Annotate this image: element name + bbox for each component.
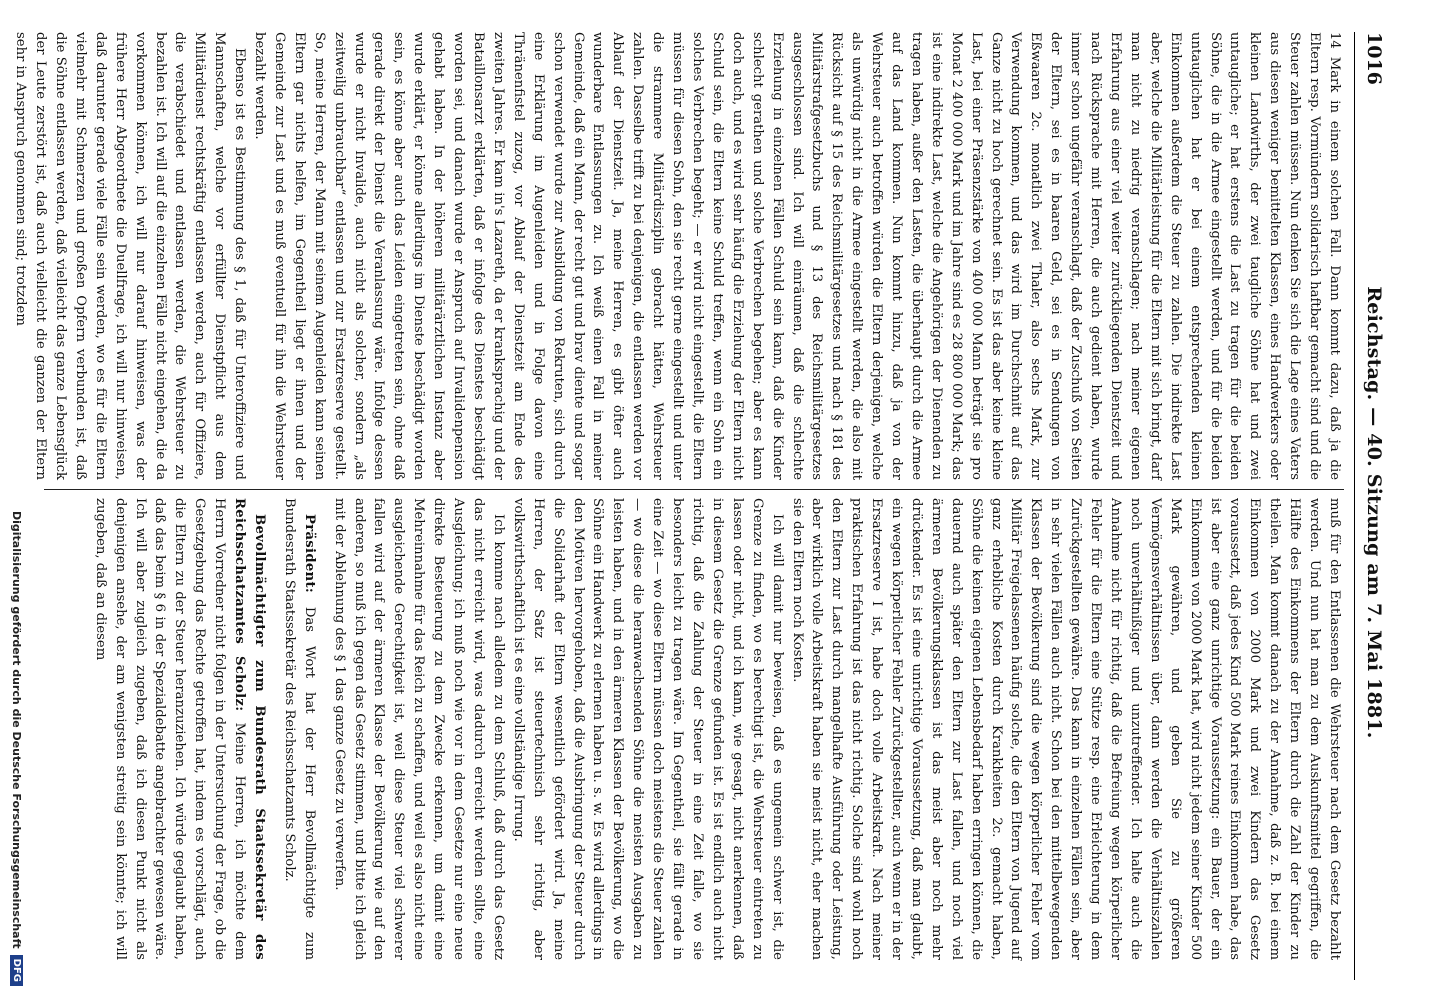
paragraph: Ich will damit nur beweisen, daß es ungemein schwer ist, die Grenze zu finden, wo es berechtigt ist, die Wehrsteuer eintreten zu lassen oder nicht, und ich kann, wie gesagt, nicht anerkennen, daß in diesem Gesetz die Grenze gefunden ist. Es ist endlich auch nicht richtig, daß die Zahlung der Steuer in eine Zeit falle, wo sie besonders leicht zu tragen wäre. Im Gegentheil, sie fällt gerade in eine Zeit — wo diese Eltern müssen doch meistens die Steuer zahlen — wo diese die heranwachsenden Söhne die meisten Ausgaben zu leisten haben, und in den ärmeren Klassen der Bevölkerung, wo die Söhne ein Handwerk zu erlernen haben u. s. w. Es wird allerdings in den Motiven hervorgehoben, daß die Ausbringung der Steuer durch die Solidarhaft der Eltern wesentlich gefördert wird. Ja, meine Herren, der Satz ist steuertechnisch sehr richtig, aber volkswirthschaftlich ist es eine vollständige Irrung. <box>510 498 785 960</box>
page-number: 1016 <box>1363 32 1386 85</box>
running-title: Reichstag. — 40. Sitzung am 7. Mai 1881. <box>1363 286 1386 739</box>
paragraph: muß für den Entlassenen die Wehrsteuer nach dem Gesetz bezahlt werden. Und nun hat man zu dem Auskunftsmittel gegriffen, die Hälfte des Einkommens der Eltern durch die Zahl der Kinder zu theilen. Man kommt danach zu der Annahme, daß z. B. bei einem Einkommen von 2000 Mark und zwei Kindern das Gesetz voraussetzt, daß jedes Kind 500 Mark reines Einkommen habe, das ist aber eine ganz unrichtige Voraussetzung: ein Bauer, der ein Einkommen von 2000 Mark hat, wird nicht jedem seiner Kinder 500 Mark gewähren, und geben Sie zu größeren Vermögensverhältnissen über, dann werden die Verhältniszahlen noch unverhältnißiger und unzutreffender. Ich halte auch die Annahme nicht für richtig, daß die Befreiung wegen körperlicher Fehler für die Eltern eine Stütze resp. eine Erleichterung in dem Zurückgestellten gewähre. Das kann in einzelnen Fällen sein, aber in sehr vielen Fällen auch nicht. Schon bei den mittelbewegenden Klassen der Bevölkerung sind die wegen körperlicher Fehler vom Militär Freigelassenen häufig solche, die den Eltern von Jugend auf ganz erhebliche Kosten durch Krankheiten 2c. gemacht haben, Söhne die keinen eigenen Lebensbedarf haben erringen können, die dauernd auch später den Eltern zur Last fallen, und noch viel ärmeren Bevölkerungsklassen ist das meist aber noch mehr drückender. Es ist eine unrichtige Voraussetzung, daß man glaubt, ein wegen körperlicher Fehler Zurückgestellter, auch wenn er in der Ersatzreserve I ist, habe doch volle Arbeitskraft. Nach meiner praktischen Erfahrung ist das nicht richtig. Solche sind wohl noch den Eltern zur Last durch mangelhafte Ausführung oder Leistung, aber wirklich volle Arbeitskraft haben sie meist nicht, eher machen sie den Eltern noch Kosten. <box>789 498 1342 960</box>
speaker-paragraph <box>279 498 319 960</box>
speech-text: Meine Herren, ich möchte dem Herrn Vorredner nicht folgen in der Untersuchung der Frage, ob die Gesetzgebung das Rechte getroffen hat, indem es vorschlägt, auch die Eltern zu der Steuer heranzuziehen. Ich würde geglaubt haben, daß das beim § 6 in der Spezialdebatte angebrachter gewesen wäre. Ich will aber zugleich zugeben, daß ich diesen Punkt nicht als denjenigen ansehe, der am wenigsten streitig sein könnte; ich will zugeben, daß an diesem <box>92 498 248 960</box>
speech-text: Das Wort hat der Herr Bevollmächtigte zum Bundesrath Staatssekretär des Reichsschatzamts Scholz. <box>281 498 317 960</box>
column-divider <box>44 489 1344 490</box>
digitization-note: Digitalisierung gefördert durch die Deutsche Forschungsgemeinschaft <box>10 510 24 949</box>
paragraph: Ich komme nach alledem zu dem Schluß, daß durch das Gesetz das nicht erreicht wird, was dadurch erreicht werden sollte, eine Ausgleichung; ich muß noch wie vor in dem Gesetze nur eine neue direkte Besteuerung zu dem Zwecke erkennen, um damit eine Mehreinnahme für das Reich zu schaffen, und weil es also nicht eine ausgleichende Gerechtigkeit ist, weil diese Steuer viel schwerer fallen wird auf der ärmeren Klasse der Bevölkerung wie auf den anderen, so muß ich gegen das Gesetz stimmen, und bitte ich gleich mit der Ablehnung des § 1 das ganze Gesetz zu verwerfen. <box>331 498 506 960</box>
speaker-paragraph <box>90 498 269 960</box>
speaker-name: Bevollmächtigter zum Bundesrath Staatssekretär des Reichsschatzamtes Scholz: <box>232 498 267 960</box>
digitization-footer <box>4 0 30 1000</box>
left-column <box>13 32 1344 480</box>
speaker-name: Präsident: <box>301 514 317 594</box>
right-column <box>36 498 1344 960</box>
dfg-logo: DFG <box>11 955 24 986</box>
page-header <box>1354 32 1394 980</box>
paragraph: 14 Mark in einem solchen Fall. Dann kommt dazu, daß ja die Eltern resp. Vormündern solidarisch haftbar gemacht sind und die Steuer zahlen müssen. Nun denken Sie sich die Lage eines Vaters aus diesen weniger bemittelten Klassen, eines Handwerkers oder kleinen Landwirths, der zwei taugliche Söhne hat und zwei untaugliche; er hat erstens die Last zu tragen für die beiden Söhne, die in die Armee eingestellt werden, und für die beiden untauglichen hat er bei einem entsprechenden kleinen Einkommen außerdem die Steuer zu zahlen. Die indirekte Last aber, welche die Militärleistung für die Eltern mit sich bringt, darf man nicht zu niedrig veranschlagen; nach meiner eigenen Erfahrung aus einer viel weiter zurückliegenden Dienstzeit und nach Rücksprache mit Herren, die auch gedient haben, wurde immer schon ungefähr veranschlagt, daß der Zuschuß von Seiten der Eltern, sei es in baaren Geld, sei es in Sendungen von Eßwaaren 2c. monatlich zwei Thaler, also sechs Mark, zur Verwendung kommen, und das wird im Durchschnitt auf das Ganze nicht zu hoch gerechnet sein. Es ist das aber keine kleine Last, bei einer Präsenzstärke von 400 000 Mann beträgt sie pro Monat 2 400 000 Mark und im Jahre sind es 28 800 000 Mark; das ist eine indirekte Last, welche die Angehörigen der Dienenden zu tragen haben, außer den Lasten, die überhaupt durch die Armee auf das Land kommen. Nun kommt hinzu, daß ja von der Wehrsteuer auch betroffen würden die Eltern derjenigen, welche als unwürdig nicht in die Armee eingestellt werden, die also mit Rücksicht auf § 15 des Reichsmilitärgesetzes und nach § 181 des Militärstrafgesetzbuchs und § 13 des Reichsmilitärgesetzes ausgeschlossen sind. Ich will einräumen, daß die schlechte Erziehung in einzelnen Fällen Schuld sein kann, daß die Kinder schlecht gerathen und solche Verbrechen begehen; aber es kann doch auch, und es wird sehr häufig die Erziehung der Eltern nicht Schuld sein, die Eltern keine Schuld treffen, wenn ein Sohn ein solches Verbrechen begeht; — er wird nicht eingestellt, die Eltern müssen für diesen Sohn, den sie recht gerne eingestellt und unter die strammere Militärdisziplin gebracht hätten, Wehrsteuer zahlen. Dasselbe trifft zu bei denjenigen, die entlassen werden vor Ablauf der Dienstzeit. Ja, meine Herren, es gibt öfter auch wunderbare Entlassungen zu. Ich weiß einen Fall in meiner Gemeinde, daß ein Mann, der recht gut und brav diente und sogar schon verwendet wurde zur Ausbildung von Rekruten, sich durch eine Erklärung im Augenleiden und in Folge davon eine Thränenfistel zuzog, vor Ablauf der Dienstzeit am Ende des zweiten Jahres. Er kam in's Lazareth, da er kranksprachig und der Bataillonsarzt erklärten, daß er infolge des Dienstes beschädigt worden sei, und danach wurde er Anspruch auf Invalidenpension gehabt haben. In der höheren militärärztlichen Instanz aber wurde erklärt, er könne allerdings im Dienste beschädigt worden sein, es könne aber auch das Leiden eingetreten sein, ohne daß gerade direkt der Dienst die Veranlassung wäre. Infolge dessen wurde er nicht Invalide, auch nicht als solcher, sondern „als zeitweilig unbrauchbar“ entlassen und zur Ersatzreserve gestellt. So, meine Herren, der Mann mit seinem Augenleiden kann seinen Eltern gar nichts helfen, im Gegentheil liegt er ihnen und der Gemeinde zur Last und es muß eventuell für ihn die Wehrsteuer bezahlt werden. <box>252 32 1342 480</box>
paragraph: Ebenso ist es Bestimmung des § 1, daß für Unteroffiziere und Mannschaften, welche vor erfüllter Dienstpflicht aus dem Militärdienst rechtskräftig entlassen werden, auch für Offiziere, die verabschiedet und entlassen werden, die Wehrsteuer zu bezahlen ist. Ich will auf die einzelnen Fälle nicht eingehen, die da vorkommen können, ich will nur darauf hinweisen, was der frühere Herr Abgeordnete die Duellfrage, ich will nur hinweisen, daß darunter gerade viele Fälle sein werden, wo es für die Eltern vielmehr mit Schmerzen und großen Opfern verbunden ist, daß die Söhne entlassen werden, daß vielleicht das ganze Lebensglück der Leute zerstört ist, daß auch vielleicht die ganzen der Eltern sehr in Anspruch genommen sind; trotzdem <box>13 32 248 480</box>
